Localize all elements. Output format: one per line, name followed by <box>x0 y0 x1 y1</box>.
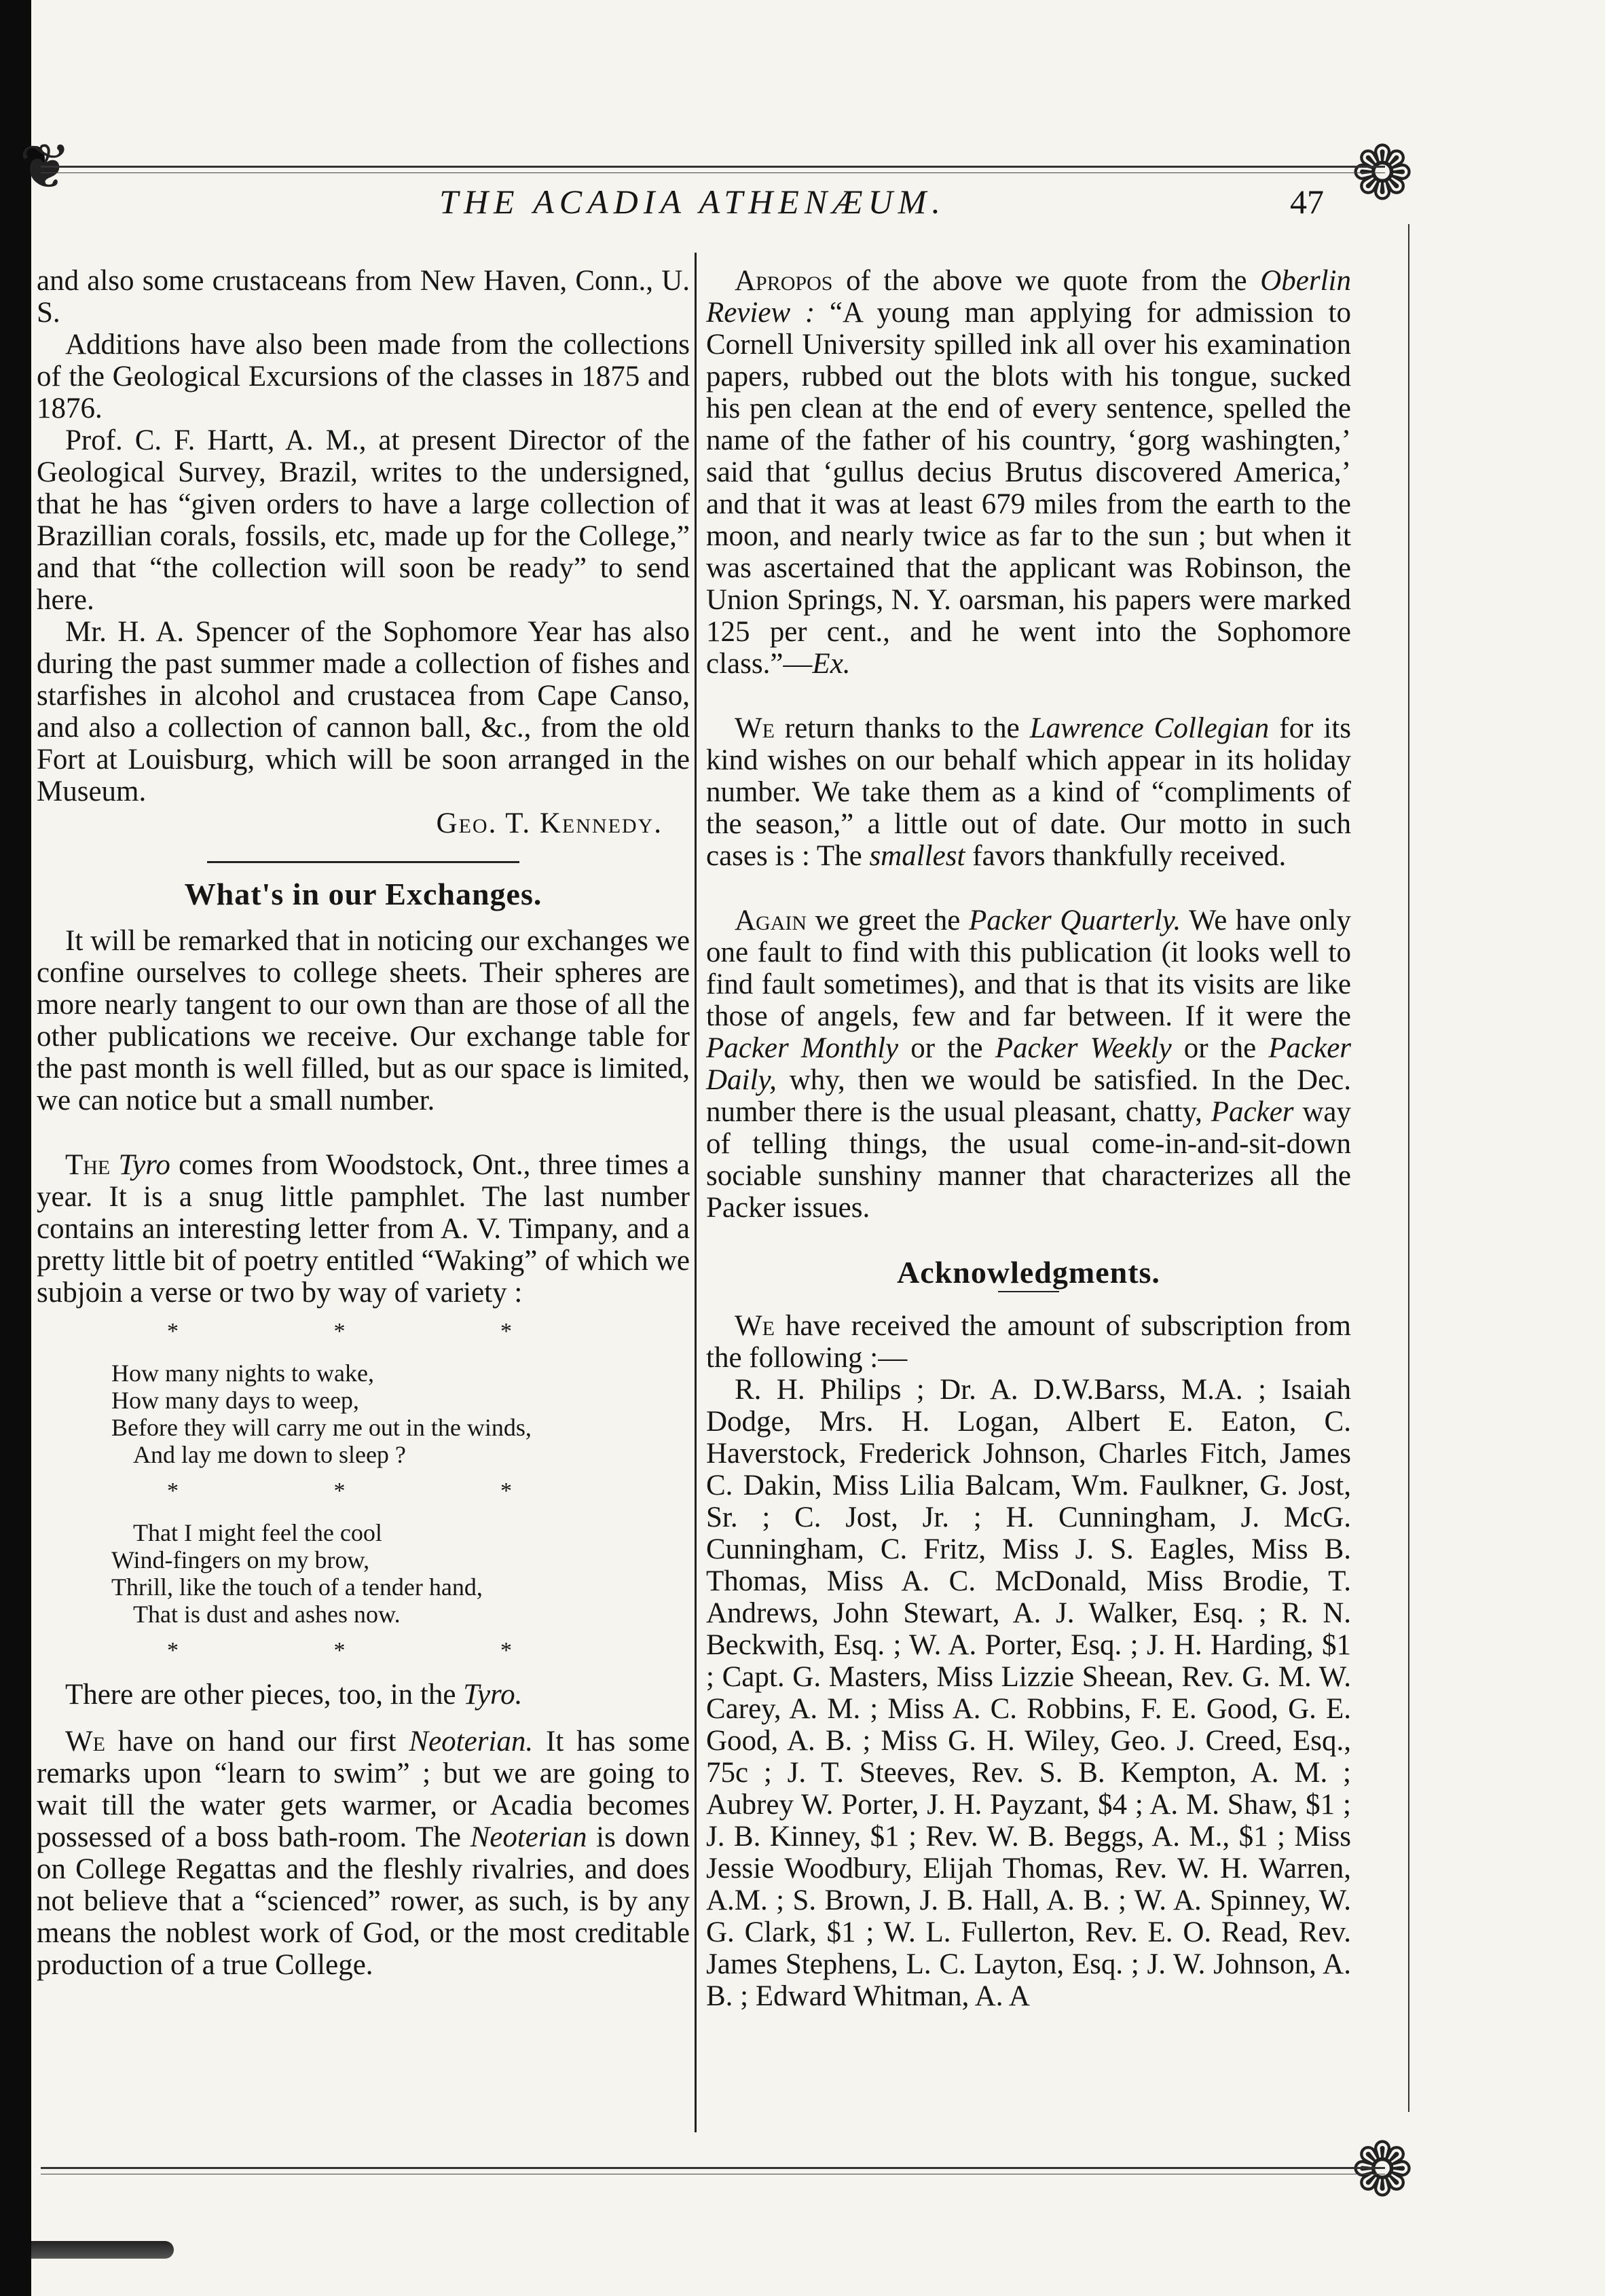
lead-word: Again <box>735 905 807 936</box>
binding-tail <box>31 2241 174 2259</box>
poem-line: Wind-fingers on my brow, <box>111 1546 370 1573</box>
lead-word: Apropos <box>735 265 833 297</box>
lead-word: We <box>735 712 775 744</box>
tyro-text: comes from Woodstock, Ont., three times a year. It is a snug little pamphlet. The last number contains an interesting letter from A. V. Timpany, and a pretty little bit of poetry entitled “Waking” of which we subjoin a verse or two by way of variety : <box>37 1149 690 1309</box>
packer-text: or the <box>910 1032 983 1064</box>
poem-line: And lay me down to sleep ? <box>133 1441 406 1468</box>
section-heading: Acknowledgments. <box>897 1255 1160 1290</box>
neoterian-text: It has some remarks upon “learn to swim” ; but we are going to wait till the water gets warmer, or Acadia becomes possessed of a boss bath-room. The <box>37 1726 690 1853</box>
publication-name: Packer Quarterly. <box>968 905 1181 936</box>
lead-word: We <box>735 1310 775 1342</box>
poem-line: That I might feel the cool <box>133 1519 382 1546</box>
museum-paragraph: Prof. C. F. Hartt, A. M., at present Director of the Geological Survey, Brazil, writes to the undersigned, that he has “given orders to have a large collection of Brazillian corals, fossils, etc, made up for the College,” and that “the collection will soon be ready” to send here. <box>37 424 690 616</box>
tyro-paragraph <box>37 1149 690 1309</box>
header-rule <box>41 166 1385 168</box>
ack-intro <box>706 1310 1351 1374</box>
left-column <box>37 265 690 1981</box>
section-heading: What's in our Exchanges. <box>184 877 542 911</box>
publication-name: Packer Monthly <box>706 1032 899 1064</box>
poem-line: Before they will carry me out in the winds, <box>111 1414 532 1441</box>
lawrence-paragraph <box>706 712 1351 872</box>
publication-name: Tyro. <box>463 1679 523 1711</box>
packer-text: we greet the <box>815 905 961 936</box>
poem-line: How many days to weep, <box>111 1387 359 1414</box>
apropos-text: of the above we quote from the <box>846 265 1247 297</box>
packer-text: way of telling things, the usual come-in-and-sit-down sociable sunshiny manner that characterizes all the Packer issues. <box>706 1096 1352 1224</box>
publication-name: Packer Weekly <box>995 1032 1172 1064</box>
footer-rule <box>41 2167 1385 2169</box>
lead-word: The <box>65 1149 111 1181</box>
signature: Geo. T. Kennedy. <box>436 807 663 839</box>
museum-paragraph: Additions have also been made from the collections of the Geological Excursions of the classes in 1875 and 1876. <box>37 329 690 424</box>
neoterian-paragraph <box>37 1726 690 1981</box>
stars-divider: * * * <box>167 1319 587 1344</box>
emphasis: smallest <box>869 840 965 872</box>
ack-intro-text: have received the amount of subscription from the following :— <box>706 1310 1351 1374</box>
packer-paragraph <box>706 905 1351 1224</box>
header-rule <box>41 172 1385 173</box>
scroll-ornament-icon: ❁ <box>1351 2126 1414 2213</box>
poem-line: That is dust and ashes now. <box>133 1601 401 1628</box>
lawrence-text: return thanks to the <box>784 712 1020 744</box>
source-abbrev: Ex. <box>812 648 851 680</box>
journal-title: THE ACADIA ATHENÆUM. <box>439 183 946 221</box>
page-number: 47 <box>1290 183 1324 221</box>
publication-name: Oberlin Review : <box>706 265 1352 329</box>
publication-name: Packer <box>1211 1096 1294 1128</box>
lawrence-text: for its kind wishes on our behalf which appear in its holiday number. We take them as a kind of “compliments of the season,” a little out of date. Our motto in such cases is : The <box>706 712 1352 872</box>
binding-spine <box>0 0 31 2296</box>
exchanges-intro: It will be remarked that in noticing our exchanges we confine ourselves to college sheets. Their spheres are more nearly tangent to our own than are those of all the other publications we receive. Our exchange table for the past month is well filled, but as our space is limited, we can notice but a small number. <box>37 925 690 1116</box>
publication-name: Neoterian <box>470 1821 587 1853</box>
ack-list: R. H. Philips ; Dr. A. D.W.Barss, M.A. ; Isaiah Dodge, Mrs. H. Logan, Albert E. Eaton, C. Haverstock, Frederick Johnson, Charles Fitch, James C. Dakin, Miss Lilia Balcam, Wm. Faulkner, G. Jost, Sr. ; C. Jost, Jr. ; H. Cunningham, J. McG. Cunningham, C. Fritz, Miss J. S. Eagles, Miss B. Thomas, Miss A. C. McDonald, Miss Brodie, T. Andrews, John Stewart, A. J. Walker, Esq. ; R. N. Beckwith, Esq. ; W. A. Porter, Esq. ; J. H. Harding, $1 ; Capt. G. Masters, Miss Lizzie Sheean, Rev. G. M. W. Carey, A. M. ; Miss A. C. Robbins, F. E. Good, G. E. Good, A. B. ; Miss G. H. Wiley, Geo. J. Creed, Esq., 75c ; J. T. Steeves, Rev. S. B. Kempton, A. M. ; Aubrey W. Porter, J. H. Payzant, $4 ; A. M. Shaw, $1 ; J. B. Kinney, $1 ; Rev. W. B. Beggs, A. M., $1 ; Miss Jessie Woodbury, Elijah Thomas, Rev. W. H. Warren, A.M. ; S. Brown, J. B. Hall, A. B. ; W. A. Spinney, W. G. Clark, $1 ; W. L. Fullerton, Rev. E. O. Read, Rev. James Stephens, L. C. Layton, Esq. ; J. W. Johnson, A. B. ; Edward Whitman, A. A <box>706 1374 1351 2012</box>
publication-name: Tyro <box>118 1149 170 1181</box>
section-divider <box>207 861 519 863</box>
running-header <box>0 182 1385 230</box>
packer-text: why, then we would be satisfied. In the Dec. number there is the usual pleasant, chatty, <box>706 1064 1351 1128</box>
tyro-other-text: There are other pieces, too, in the <box>65 1679 456 1711</box>
stars-divider: * * * <box>167 1478 587 1504</box>
section-divider <box>998 1291 1059 1292</box>
poem-stanza <box>37 1360 690 1468</box>
museum-paragraph: Mr. H. A. Spencer of the Sophomore Year has also during the past summer made a collection of fishes and starfishes in alcohol and crustacea from Cape Canso, and also a collection of cannon ball, &c., from the old Fort at Louisburg, which will be soon arranged in the Museum. <box>37 616 690 807</box>
neoterian-text: is down on College Regattas and the fleshly rivalries, and does not believe that a “scienced” rower, as such, is by any means the noblest work of God, or the most creditable production of a true College. <box>37 1821 690 1981</box>
publication-name: Packer Daily, <box>706 1032 1352 1096</box>
apropos-paragraph <box>706 265 1351 680</box>
stars-divider: * * * <box>167 1638 587 1663</box>
poem-line: How many nights to wake, <box>111 1360 374 1387</box>
publication-name: Neoterian. <box>409 1726 534 1757</box>
scroll-ornament-icon: ❁ <box>1351 130 1414 217</box>
poem-line: Thrill, like the touch of a tender hand, <box>111 1573 483 1601</box>
lawrence-text: favors thankfully received. <box>972 840 1287 872</box>
scroll-ornament-icon: ❦ <box>19 130 72 203</box>
apropos-text: “A young man applying for admission to Cornell University spilled ink all over his examination papers, rubbed out the blots with his tongue, sucked his pen clean at the end of every sentence, spelled the name of the father of his country, ‘gorg washingten,’ said that ‘gullus decius Brutus discovered America,’ and that it was at least 679 miles from the earth to the moon, and nearly twice as far to the sun ; but when it was ascertained that the applicant was Robinson, the Union Springs, N. Y. oarsman, his papers were marked 125 per cent., and he went into the Sophomore class.”— <box>706 297 1351 680</box>
neoterian-text: have on hand our first <box>117 1726 396 1757</box>
publication-name: Lawrence Collegian <box>1029 712 1270 744</box>
museum-paragraph: and also some crustaceans from New Haven, Conn., U. S. <box>37 265 690 329</box>
margin-rule <box>1408 224 1409 2112</box>
column-divider <box>695 253 697 2132</box>
packer-text: We have only one fault to find with this publication (it looks well to find fault sometimes), and that is that its visits are like those of angels, few and far between. If it were the <box>706 905 1352 1032</box>
tyro-other-line <box>37 1679 690 1711</box>
right-column <box>706 265 1351 2012</box>
packer-text: or the <box>1183 1032 1257 1064</box>
lead-word: We <box>65 1726 105 1757</box>
poem-stanza <box>37 1519 690 1628</box>
